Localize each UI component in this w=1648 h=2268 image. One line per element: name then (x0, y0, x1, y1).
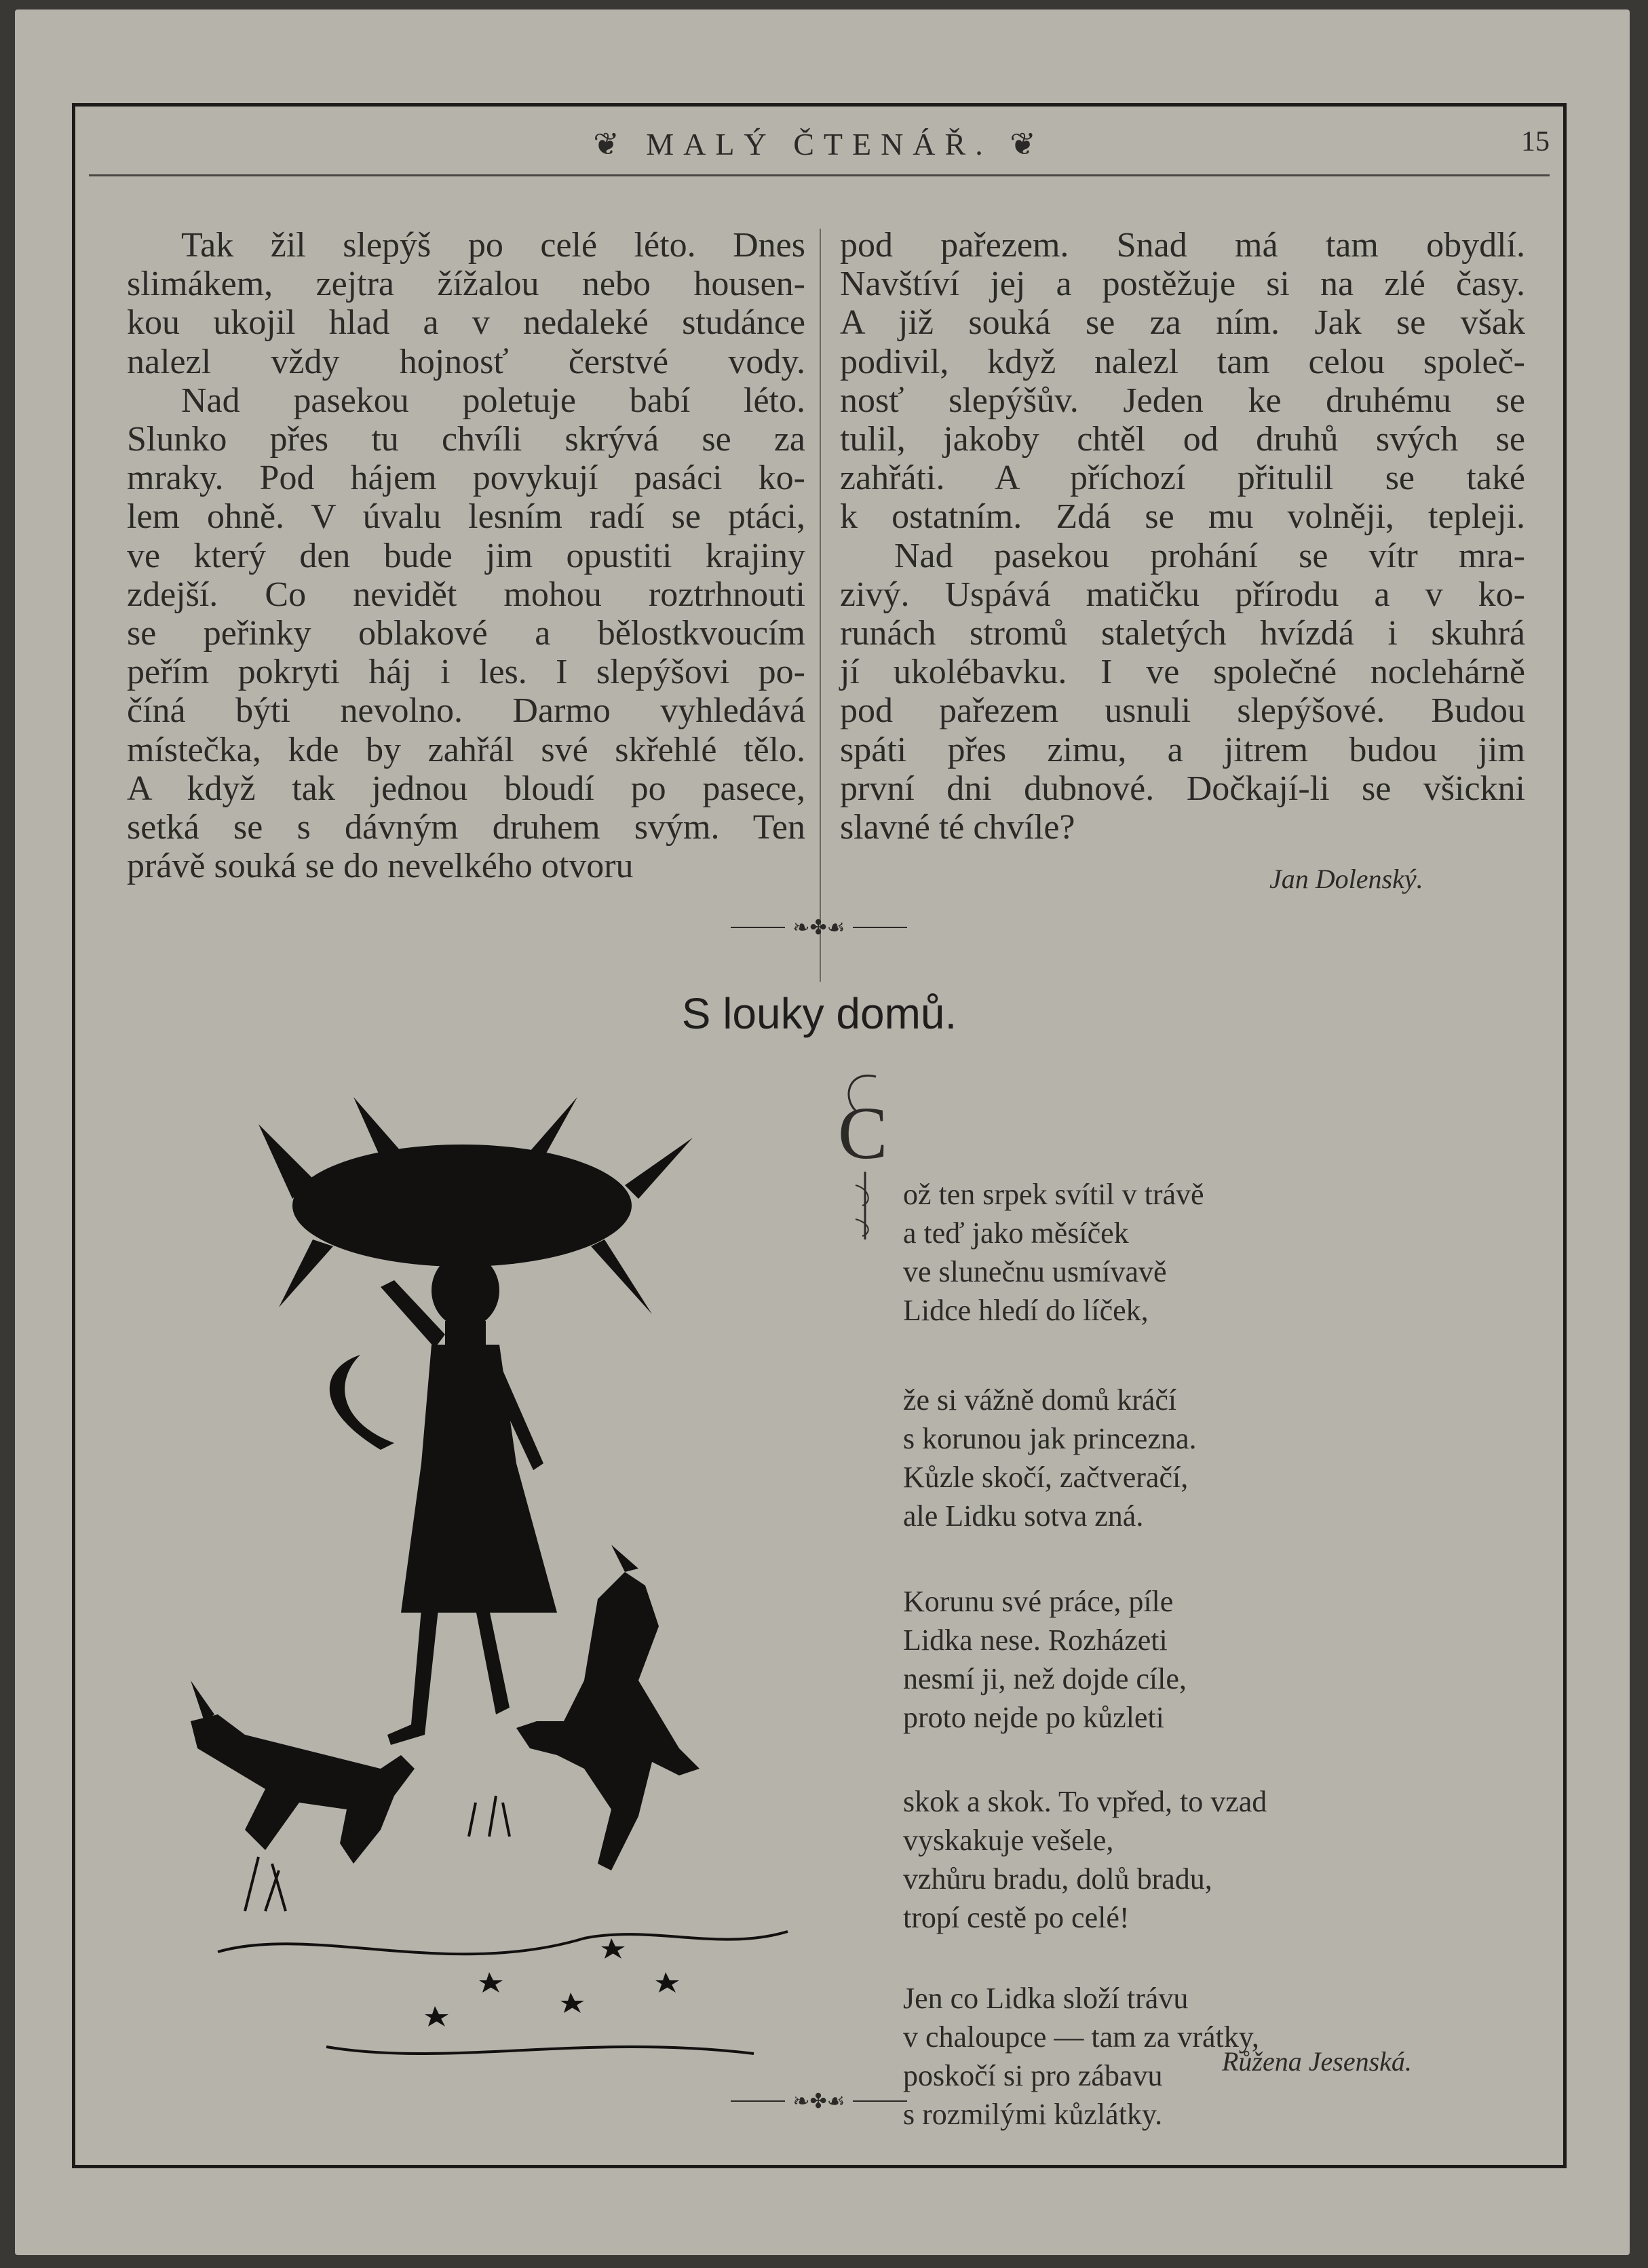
article-line: A již souká se za ním. Jak se však (840, 303, 1525, 343)
poem-line: Lidce hledí do líček, (903, 1294, 1149, 1327)
article-line: číná býti nevolno. Darmo vyhledává (127, 691, 805, 731)
article-line: setká se s dávným druhem svým. Ten (127, 808, 805, 847)
left-goat (191, 1680, 415, 1864)
section-ornament-icon (731, 914, 907, 941)
poem-line: Lidka nese. Rozházeti (903, 1623, 1168, 1657)
poem-line: poskočí si pro zábavu (903, 2059, 1163, 2092)
article-line: lem ohně. V úvalu lesním radí se ptáci, (127, 497, 805, 537)
article-line: kou ukojil hlad a v nedaleké studánce (127, 303, 805, 343)
article-line: jí ukolébavku. I ve společné noclehárně (840, 653, 1525, 692)
article-author: Jan Dolenský. (1269, 864, 1423, 894)
dropcap-letter: C (838, 1092, 888, 1174)
ground-flowers (425, 1938, 679, 2026)
poem-stanza (903, 1381, 1197, 1535)
poem-stanza (903, 1979, 1259, 2134)
column-divider (820, 229, 821, 982)
poem-line: ve slunečnu usmívavě (903, 1255, 1167, 1288)
poem-line: Korunu své práce, píle (903, 1585, 1174, 1618)
article-line: slimákem, zejtra žížalou nebo housen- (127, 265, 805, 304)
article-line: ve který den bude jim opustiti krajiny (127, 536, 805, 575)
poem-line: s rozmilými kůzlátky. (903, 2098, 1163, 2131)
article-line: první dni dubnové. Dočkají-li se všickni (840, 769, 1525, 808)
girl-with-goats-silhouette-illustration (177, 1083, 896, 2142)
poem-line: že si vážně domů kráčí (903, 1383, 1177, 1417)
article-line: pod pařezem usnuli slepýšové. Budou (840, 691, 1525, 731)
header-rule (89, 174, 1550, 176)
article-line: spáti přes zimu, a jitrem budou jim (840, 730, 1525, 769)
poem-title: S louky domů. (681, 989, 957, 1038)
article-line: tulil, jakoby chtěl od druhů svých se (840, 420, 1525, 459)
poem-line: ož ten srpek svítil v trávě (903, 1178, 1204, 1211)
article-line: runách stromů staletých hvízdá i skuhrá (840, 614, 1525, 653)
article-line: A když tak jednou bloudí po pasece, (127, 769, 805, 808)
article-line: právě souká se do nevelkého otvoru (127, 847, 634, 886)
article-line: pod pařezem. Snad má tam obydlí. (840, 226, 1525, 265)
sickle-icon (330, 1355, 394, 1450)
poem-stanza (903, 1582, 1187, 1737)
poem-line: vzhůru bradu, dolů bradu, (903, 1862, 1212, 1896)
ground-grass (218, 1796, 788, 2054)
article-line: peřím pokryti háj i les. I slepýšovi po- (127, 653, 805, 692)
article-line: Slunko přes tu chvíli skrývá se za (127, 420, 805, 459)
poem-line: Kůzle skočí, začtveračí, (903, 1461, 1189, 1494)
poem-line: Jen co Lidka složí trávu (903, 1982, 1189, 2015)
page-number: 15 (1521, 126, 1550, 157)
poem-line: a teď jako měsíček (903, 1216, 1129, 1250)
page-header (75, 126, 1563, 166)
running-title (75, 126, 1563, 162)
right-fleuron-icon: ❦ (992, 127, 1046, 161)
page-frame (72, 103, 1567, 2168)
article-line: zdejší. Co nevidět mohou roztrhnouti (127, 575, 805, 614)
poem-line: ale Lidku sotva zná. (903, 1499, 1144, 1533)
left-fleuron-icon: ❦ (593, 127, 647, 161)
poem-line: nesmí ji, než dojde cíle, (903, 1662, 1187, 1695)
magazine-page (15, 9, 1630, 2255)
article-line: slavné té chvíle? (840, 808, 1075, 847)
running-title-text: MALÝ ČTENÁŘ. (646, 127, 993, 161)
poem-line: skok a skok. To vpřed, to vzad (903, 1785, 1267, 1818)
article-line: Tak žil slepýš po celé léto. Dnes (181, 226, 805, 265)
poem-stanza (903, 1175, 1204, 1330)
poem-line: vyskakuje vešele, (903, 1824, 1114, 1857)
article-line: se peřinky oblakové a bělostkvoucím (127, 614, 805, 653)
article-left-column (127, 226, 805, 885)
article-line: nalezl vždy hojnosť čerstvé vody. (127, 342, 805, 381)
svg-text:❧✤☙: ❧✤☙ (792, 2090, 845, 2113)
poem-stanza (903, 1782, 1267, 1937)
article-right-column (840, 226, 1525, 847)
poem-line: v chaloupce — tam za vrátky, (903, 2020, 1259, 2054)
article-line: zahřáti. A příchozí přitulil se také (840, 459, 1525, 498)
article-line: podivil, když nalezl tam celou společ- (840, 342, 1525, 381)
svg-text:❧✤☙: ❧✤☙ (792, 916, 845, 940)
article-line: Nad pasekou prohání se vítr mra- (894, 536, 1525, 575)
poem-line: proto nejde po kůzleti (903, 1701, 1164, 1734)
article-line: Navštíví jej a postěžuje si na zlé časy. (840, 265, 1525, 304)
article-line: místečka, kde by zahřál své skřehlé tělo. (127, 730, 805, 769)
article-line: zivý. Uspává matičku přírodu a v ko- (840, 575, 1525, 614)
girl-figure (381, 1253, 557, 1745)
poem-line: tropí cestě po celé! (903, 1901, 1130, 1934)
article-line: nosť slepýšův. Jeden ke druhému se (840, 381, 1525, 420)
article-line: mraky. Pod hájem povykují pasáci ko- (127, 459, 805, 498)
article-line: Nad pasekou poletuje babí léto. (181, 381, 805, 420)
poem-line: s korunou jak princezna. (903, 1422, 1197, 1455)
poem-author: Růžena Jesenská. (1222, 2046, 1412, 2077)
article-line: k ostatním. Zdá se mu volněji, tepleji. (840, 497, 1525, 537)
